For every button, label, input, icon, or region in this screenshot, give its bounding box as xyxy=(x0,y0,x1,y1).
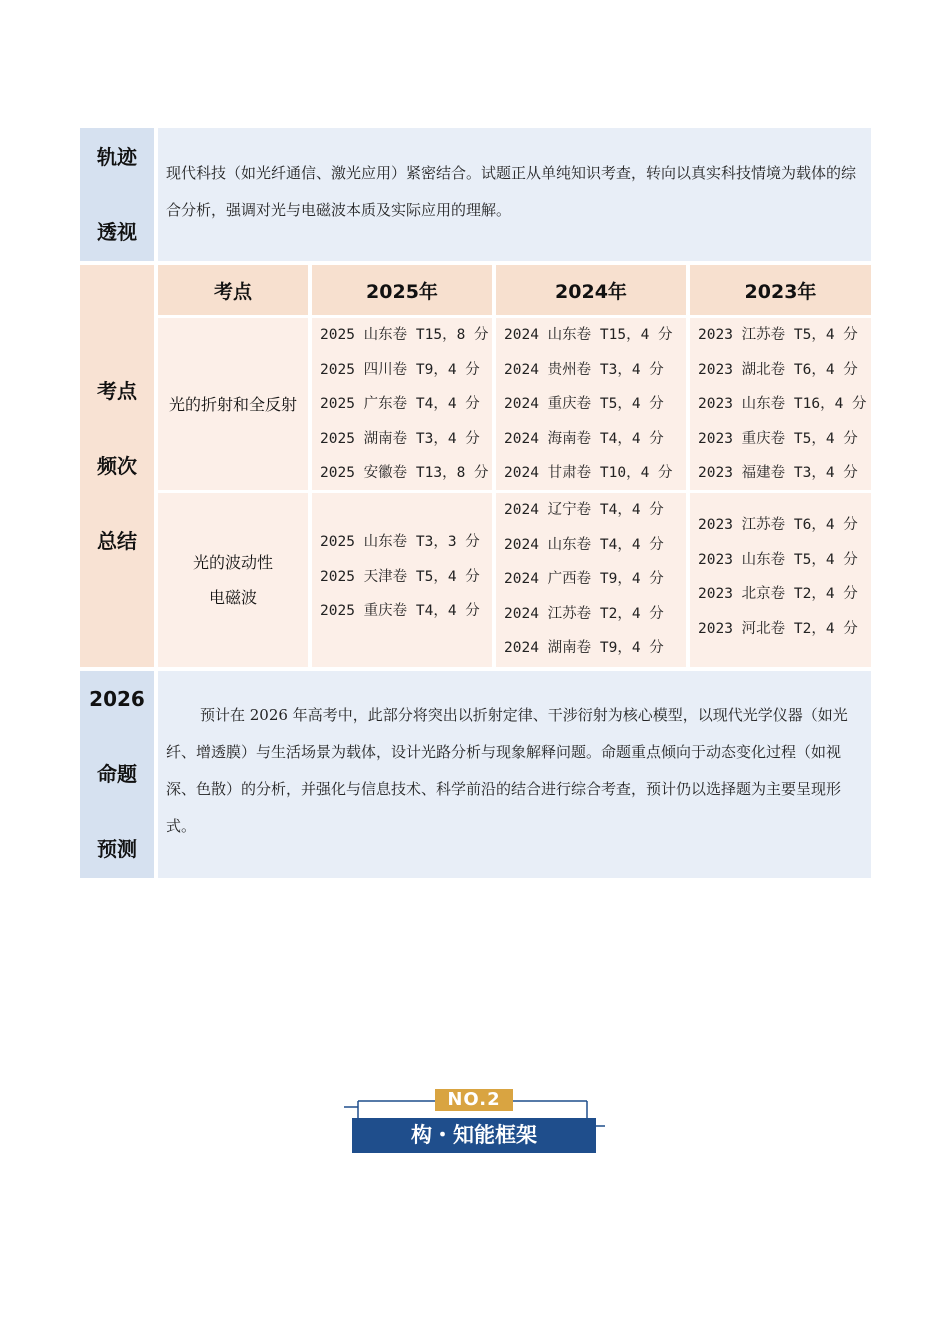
exam-entry: 2024 辽宁卷 T4，4 分 xyxy=(504,502,664,518)
exam-entry: 2025 山东卷 T3，3 分 xyxy=(320,534,480,550)
prediction-content xyxy=(158,671,871,878)
exam-entry: 2024 广西卷 T9，4 分 xyxy=(504,571,664,587)
exam-entry: 2023 河北卷 T2，4 分 xyxy=(698,620,858,637)
exam-entry: 2023 重庆卷 T5，4 分 xyxy=(698,430,858,447)
exam-entry: 2023 江苏卷 T6，4 分 xyxy=(698,517,858,533)
exam-entry: 2025 天津卷 T5，4 分 xyxy=(320,568,480,585)
exam-entry: 2023 福建卷 T3，4 分 xyxy=(698,465,858,481)
trajectory-content xyxy=(158,128,871,261)
exam-entry: 2024 海南卷 T4，4 分 xyxy=(504,430,664,447)
topic-text: 光的折射和全反射 xyxy=(168,394,297,414)
exam-entry: 2025 山东卷 T15，8 分 xyxy=(320,327,489,343)
exam-entry: 2023 北京卷 T2，4 分 xyxy=(698,586,858,602)
section-label-trajectory xyxy=(80,128,154,261)
label-line: 2026 xyxy=(89,687,145,711)
cell-2023 xyxy=(690,493,871,667)
header-2024: 2024年 xyxy=(496,265,686,315)
topic-text: 光的波动性 xyxy=(192,553,273,572)
trajectory-text: 现代科技（如光纤通信、激光应用）紧密结合。试题正从单纯知识考查，转向以真实科技情境为载体的综合分析，强调对光与电磁波本质及实际应用的理解。 xyxy=(166,164,857,219)
label-line: 频次 xyxy=(97,453,137,478)
exam-entry: 2024 江苏卷 T2，4 分 xyxy=(504,605,664,622)
banner-number: NO.2 xyxy=(447,1089,501,1110)
exam-entry: 2025 湖南卷 T3，4 分 xyxy=(320,430,480,447)
exam-entry: 2024 重庆卷 T5，4 分 xyxy=(504,396,664,412)
label-line: 轨迹 xyxy=(97,144,137,169)
topic-text: 电磁波 xyxy=(208,588,257,607)
prediction-text: 预计在 2026 年高考中，此部分将突出以折射定律、干涉衍射为核心模型，以现代光学仪器（如光纤、增透膜）与生活场景为载体，设计光路分析与现象解释问题。命题重点倾向于动态变化过程（如视深、色散）的分析，并强化与信息技术、科学前沿的结合进行综合考查，预计仍以选择题为主要呈现形式。 xyxy=(166,706,848,835)
exam-entry: 2023 山东卷 T5，4 分 xyxy=(698,551,858,568)
cell-2025 xyxy=(312,493,492,667)
header-topic: 考点 xyxy=(158,265,308,315)
exam-entry: 2023 湖北卷 T6，4 分 xyxy=(698,361,858,378)
label-line: 命题 xyxy=(97,762,137,786)
topic-cell xyxy=(158,318,308,490)
section-label-frequency xyxy=(80,265,154,667)
header-2025: 2025年 xyxy=(312,265,492,315)
exam-entry: 2024 山东卷 T4，4 分 xyxy=(504,536,664,553)
header-2023: 2023年 xyxy=(690,265,871,315)
exam-entry: 2023 江苏卷 T5，4 分 xyxy=(698,327,858,343)
label-line: 预测 xyxy=(97,837,137,861)
cell-2024 xyxy=(496,493,686,667)
banner-title: 构・知能框架 xyxy=(411,1123,537,1147)
cell-2024 xyxy=(496,318,686,490)
topic-cell xyxy=(158,493,308,667)
label-line: 透视 xyxy=(97,219,137,244)
exam-entry: 2025 安徽卷 T13，8 分 xyxy=(320,465,489,481)
cell-2023 xyxy=(690,318,871,490)
cell-2025 xyxy=(312,318,492,490)
exam-entry: 2024 山东卷 T15，4 分 xyxy=(504,327,673,343)
exam-entry: 2024 湖南卷 T9，4 分 xyxy=(504,640,664,656)
exam-entry: 2024 甘肃卷 T10，4 分 xyxy=(504,465,673,481)
exam-entry: 2024 贵州卷 T3，4 分 xyxy=(504,361,664,378)
exam-entry: 2025 广东卷 T4，4 分 xyxy=(320,396,480,412)
section-label-prediction xyxy=(80,671,154,878)
exam-entry: 2023 山东卷 T16，4 分 xyxy=(698,396,867,412)
section-banner xyxy=(340,1088,610,1158)
exam-entry: 2025 四川卷 T9，4 分 xyxy=(320,361,480,378)
exam-entry: 2025 重庆卷 T4，4 分 xyxy=(320,603,480,619)
label-line: 总结 xyxy=(97,528,137,553)
label-line: 考点 xyxy=(97,378,137,403)
